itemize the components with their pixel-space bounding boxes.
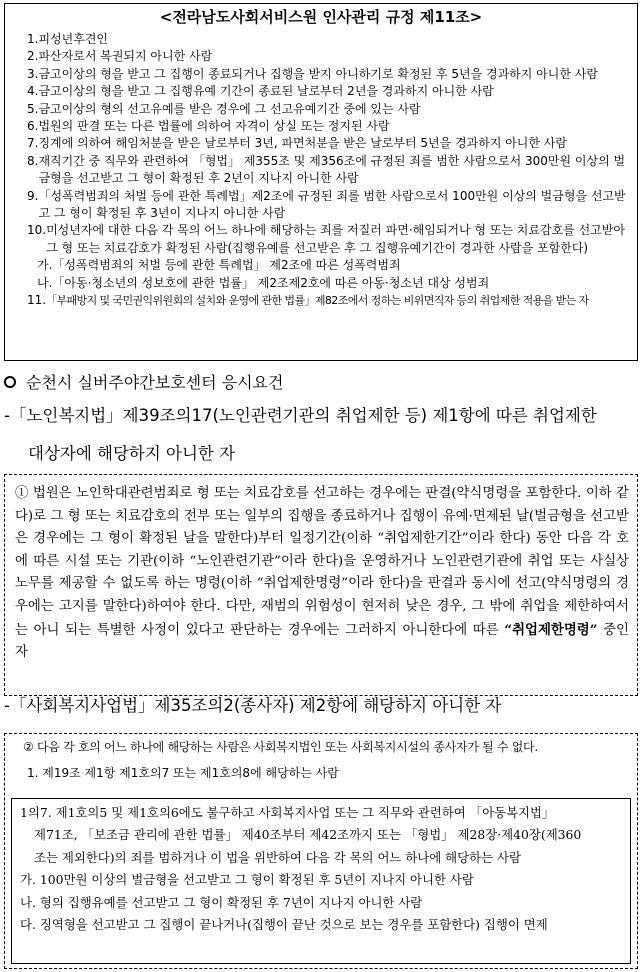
inner-line: 1의7. 제1호의5 및 제1호의6에도 불구하고 사회복지사업 또는 그 직무와 관련하여 「아동복지법」 — [20, 805, 555, 820]
rule-item — [27, 118, 637, 135]
rule-item-text: 금고이상의 형을 받고 그 집행유예 기간이 종료된 날로부터 2년을 경과하지 아니한 사람 — [38, 84, 494, 99]
rule-item-text: 금고이상의 형을 받고 그 집행이 종료되거나 집행을 받지 아니하기로 확정된 후 5년을 경과하지 아니한 사람 — [38, 66, 598, 81]
rule-item — [27, 188, 637, 223]
section-heading-text: 순천시 실버주야간보호센터 응시요건 — [26, 373, 284, 392]
inner-line: 나. 형의 집행유예를 선고받고 그 형이 확정된 후 7년이 지나지 아니한 사람 — [20, 894, 423, 910]
rule-item-text: 「부패방지 및 국민권익위원회의 설치와 운영에 관한 법률」제82조에서 정하는 비위면직자 등의 취업제한 적용을 받는 자 — [46, 294, 589, 308]
rule-item — [27, 48, 637, 65]
rule-item — [27, 153, 637, 188]
rule-item-text: 재직기간 중 직무와 관련하여 「형법」 제355조 및 제356조에 규정된 죄를 범한 사람으로서 300만원 이상의 벌금형을 선고받고 그 형이 확정된 후 2년이 지나지 아니한 사람 — [38, 153, 626, 186]
law-excerpt-2-line-2: 1. 제19조 제1항 제1호의7 또는 제1호의8에 해당하는 사람 — [27, 766, 339, 780]
rule-item-text: 「아동·청소년의 성보호에 관한 법률」 제2조제2호에 따른 아동·청소년 대상 성범죄 — [52, 275, 490, 290]
rule-item-text: 징계에 의하여 해임처분을 받은 날로부터 3년, 파면처분을 받은 날로부터 5년을 경과하지 아니한 사람 — [38, 136, 567, 151]
rule-item-number: 7. — [27, 136, 39, 151]
inner-lines — [12, 799, 630, 936]
rule-item-number: 가. — [37, 258, 53, 273]
rule-item — [27, 222, 637, 257]
rule-item-number: 2. — [27, 49, 39, 64]
inner-line: 가. 100만원 이상의 벌금형을 선고받고 그 형이 확정된 후 5년이 지나지 아니한 사람 — [20, 872, 474, 888]
hollow-circle-icon — [4, 376, 16, 388]
rule-item — [27, 101, 637, 118]
rule-item — [27, 83, 637, 100]
requirement-2 — [4, 692, 637, 720]
rule-item — [27, 135, 637, 152]
rule-item-text: 파산자로서 복권되지 아니한 사람 — [38, 49, 213, 64]
law-excerpt-2 — [4, 733, 638, 969]
inner-line: 제71조, 「보조금 관리에 관한 법률」 제40조부터 제42조까지 또는 「형법」 제28장·제40장(제360 — [34, 827, 582, 843]
rule-item — [27, 31, 637, 48]
rule-item-text: 「성폭력범죄의 처벌 등에 관한 특례법」 제2조에 따른 성폭력범죄 — [52, 258, 401, 273]
law-excerpt-1-tail: 중인 자 — [15, 622, 629, 661]
law-excerpt-2-inner-box — [11, 798, 631, 964]
law-excerpt-1-body: ① 법원은 노인학대관련범죄로 형 또는 치료감호를 선고하는 경우에는 판결(약식명령을 포함한다. 이하 같다)로 그 형 또는 치료감호의 전부 또는 일부의 집행을 종료하거나 집행이 유예·면제된 날(벌금형을 선고받은 경우에는 그 형이 확정된 날을 말한다)부터 일정기간(이하 “취업제한기간”이라 한다) 동안 다음 각 호에 따른 시설 또는 기관(이하 “노인관련기관”이라 한다)을 운영하거나 노인관련기관에 취업 또는 사실상 노무를 제공할 수 없도록 하는 명령(이하 “취업제한명령”이라 한다)을 판결과 동시에 선고(약식명령의 경우에는 고지를 말한다)하여야 한다. 다만, 재범의 위험성이 현저히 낮은 경우, 그 밖에 취업을 제한하여서는 아니 되는 특별한 사정이 있다고 판단하는 경우에는 그러하지 아니한다에 따른 — [15, 486, 629, 638]
section-heading — [4, 370, 283, 393]
law-excerpt-2-head — [5, 734, 637, 784]
rule-item-number: 6. — [27, 119, 39, 134]
rule-item — [27, 66, 637, 83]
rule-item-number: 8. — [27, 153, 39, 168]
rule-item-number: 10. — [27, 223, 47, 238]
requirement-2-line: -「사회복지사업법」제35조의2(종사자) 제2항에 해당하지 아니한 자 — [4, 696, 502, 715]
rule-item-number: 4. — [27, 84, 39, 99]
law-excerpt-2-line-1: ② 다음 각 호의 어느 하나에 해당하는 사람은 사회복지법인 또는 사회복지시설의 종사자가 될 수 없다. — [23, 740, 538, 754]
inner-line: 다. 징역형을 선고받고 그 집행이 끝나거나(집행이 끝난 것으로 보는 경우를 포함한다) 집행이 면제 — [20, 917, 548, 933]
rule-box — [4, 3, 638, 361]
rule-item — [27, 257, 637, 274]
rule-item-number: 9. — [27, 188, 39, 203]
rule-list — [5, 31, 637, 310]
rule-item-number: 5. — [27, 101, 39, 116]
law-excerpt-1-text — [5, 475, 637, 665]
rule-item-number: 1. — [27, 32, 39, 46]
law-excerpt-1-bold-term: “취업제한명령” — [504, 621, 598, 638]
rule-item — [27, 275, 637, 292]
rule-item-number: 나. — [37, 275, 53, 290]
rule-item-text: 미성년자에 대한 다음 각 목의 어느 하나에 해당하는 죄를 저질러 파면·해임되거나 형 또는 치료감호를 선고받아 그 형 또는 치료감호가 확정된 사람(집행유예를 선고받은 후 그 집행유예기간이 경과한 사람을 포함한다) — [46, 223, 625, 255]
rule-item-number: 3. — [27, 66, 39, 81]
rule-item-text: 「성폭력범죄의 처벌 등에 관한 특례법」제2조에 규정된 죄를 범한 사람으로서 100만원 이상의 벌금형을 선고받고 그 형이 확정된 후 3년이 지나지 아니한 사람 — [38, 188, 626, 221]
rule-item — [27, 292, 637, 309]
rule-item-text: 금고이상의 형의 선고유예를 받은 경우에 그 선고유예기간 중에 있는 사람 — [38, 101, 421, 116]
rule-item-text: 피성년후견인 — [38, 32, 109, 46]
requirement-1-line-2: 대상자에 해당하지 아니한 자 — [28, 444, 236, 463]
rule-item-text: 법원의 판결 또는 다른 법률에 의하여 자격이 상실 또는 정지된 사람 — [38, 119, 390, 134]
law-excerpt-1 — [4, 474, 638, 696]
requirement-1-line-1: -「노인복지법」제39조의17(노인관련기관의 취업제한 등) 제1항에 따른 취업제한 — [4, 406, 597, 425]
rule-item-number: 11. — [27, 293, 47, 308]
requirement-1 — [4, 402, 637, 468]
rule-box-title: <전라남도사회서비스원 인사관리 규정 제11조> — [159, 8, 483, 26]
inner-line: 조는 제외한다)의 죄를 범하거나 이 법을 위반하여 다음 각 목의 어느 하나에 해당하는 사람 — [34, 849, 521, 865]
